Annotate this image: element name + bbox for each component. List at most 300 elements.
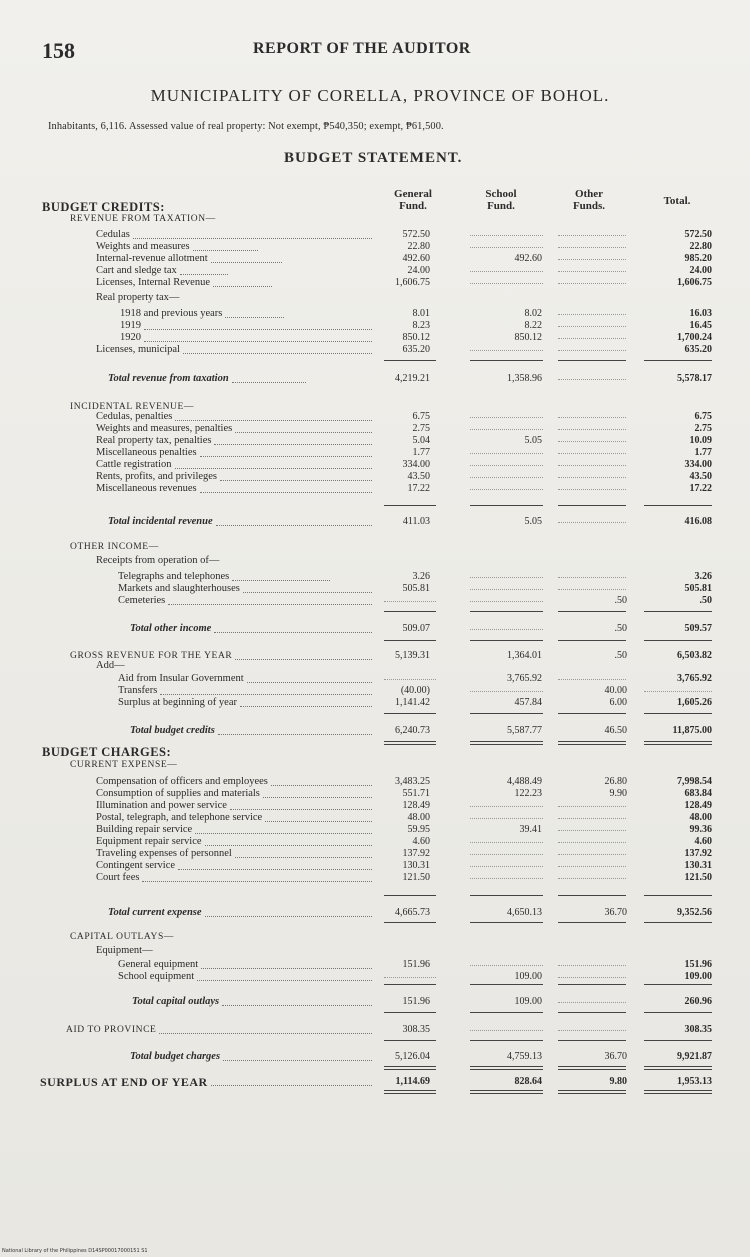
row-label: Building repair service (96, 824, 193, 835)
rule-line (558, 611, 626, 612)
cell-general: 130.31 (402, 860, 430, 871)
table-row-conting (0, 860, 750, 872)
leader-dots (225, 317, 284, 318)
empty-cell (470, 601, 543, 602)
empty-cell (558, 259, 626, 260)
cell-other: .50 (614, 595, 627, 606)
table-row-gen-eq (0, 959, 750, 971)
cell-general: 59.95 (407, 824, 430, 835)
leader-dots (205, 916, 372, 917)
cell-school: 5.05 (524, 435, 542, 446)
empty-cell (558, 1030, 626, 1031)
cell-other: 40.00 (604, 685, 627, 696)
cell-general: 137.92 (402, 848, 430, 859)
table-row-bldg (0, 824, 750, 836)
table-row-misc-pen (0, 447, 750, 459)
leader-dots (133, 238, 372, 239)
empty-cell (384, 977, 436, 978)
empty-cell (558, 441, 626, 442)
cell-general: 505.81 (402, 583, 430, 594)
empty-cell (558, 679, 626, 680)
cell-general: 24.00 (407, 265, 430, 276)
rule-line (384, 505, 436, 506)
cell-general: 4,665.73 (395, 907, 430, 918)
row-label: 1919 (120, 320, 141, 331)
cell-general: 3,483.25 (395, 776, 430, 787)
row-label: General equipment (118, 959, 199, 970)
empty-cell (558, 806, 626, 807)
cell-total: 43.50 (689, 471, 712, 482)
rule-line (384, 984, 436, 985)
empty-cell (558, 235, 626, 236)
table-row-rp-pen (0, 435, 750, 447)
row-label: Transfers (118, 685, 158, 696)
empty-cell (558, 453, 626, 454)
rule-line (644, 741, 712, 745)
cell-school: 122.23 (514, 788, 542, 799)
cell-total: 572.50 (684, 229, 712, 240)
cell-general: 635.20 (402, 344, 430, 355)
empty-cell (558, 465, 626, 466)
cell-school: 4,759.13 (507, 1051, 542, 1062)
cell-general: 128.49 (402, 800, 430, 811)
table-row-y1918 (0, 308, 750, 320)
cell-general: 411.03 (402, 516, 430, 527)
rule-line (558, 1040, 626, 1041)
cell-total: 3.26 (694, 571, 712, 582)
leader-dots (142, 881, 372, 882)
cell-other: 9.80 (609, 1076, 627, 1087)
leader-dots (160, 694, 372, 695)
rule-line (558, 1012, 626, 1013)
cell-general: 572.50 (402, 229, 430, 240)
rule-line (558, 640, 626, 641)
leader-dots (180, 274, 228, 275)
cell-school: 5.05 (524, 516, 542, 527)
cell-total: 2.75 (694, 423, 712, 434)
empty-cell (470, 818, 543, 819)
row-label: Total capital outlays (132, 996, 220, 1007)
table-row-y1919 (0, 320, 750, 332)
table-row-postal (0, 812, 750, 824)
subsection-revenue-taxation: REVENUE FROM TAXATION— (70, 214, 216, 224)
cell-school: 850.12 (514, 332, 542, 343)
table-row-tel (0, 571, 750, 583)
row-label: Cemeteries (118, 595, 166, 606)
cell-total: 683.84 (684, 788, 712, 799)
empty-cell (558, 429, 626, 430)
empty-cell (470, 247, 543, 248)
cell-general: 2.75 (412, 423, 430, 434)
empty-cell (470, 235, 543, 236)
table-row-aid (0, 673, 750, 685)
row-label: Cedulas, penalties (96, 411, 173, 422)
empty-cell (558, 577, 626, 578)
empty-cell (470, 271, 543, 272)
rule-line (644, 611, 712, 612)
rule-line (470, 640, 543, 641)
cell-other: 36.70 (604, 907, 627, 918)
subheading-receipts-operation: Receipts from operation of— (96, 555, 220, 566)
cell-total: 6,503.82 (677, 650, 712, 661)
leader-dots (168, 604, 372, 605)
empty-cell (558, 417, 626, 418)
empty-cell (558, 1002, 626, 1003)
rule-line (470, 360, 543, 361)
rule-line (384, 1040, 436, 1041)
empty-cell (470, 489, 543, 490)
leader-dots (205, 845, 372, 846)
rule-line (384, 741, 436, 745)
rule-line (470, 1040, 543, 1041)
table-row-transfers (0, 685, 750, 697)
row-label: Licenses, municipal (96, 344, 180, 355)
leader-dots (263, 797, 372, 798)
cell-general: 8.01 (412, 308, 430, 319)
cell-general: 151.96 (402, 959, 430, 970)
cell-total: 48.00 (689, 812, 712, 823)
empty-cell (558, 522, 626, 523)
row-label: Licenses, Internal Revenue (96, 277, 210, 288)
rule-line (384, 895, 436, 896)
table-row-tot-inc (0, 516, 750, 528)
cell-other: 9.90 (609, 788, 627, 799)
rule-line (470, 741, 543, 745)
table-row-tot-tax (0, 373, 750, 385)
leader-dots (193, 250, 258, 251)
cell-total: 505.81 (684, 583, 712, 594)
empty-cell (470, 1030, 543, 1031)
table-row-wm-pen (0, 423, 750, 435)
empty-cell (470, 350, 543, 351)
running-head: REPORT OF THE AUDITOR (253, 40, 471, 57)
cell-general: (40.00) (400, 685, 430, 696)
cell-general: 4.60 (412, 836, 430, 847)
leader-dots (175, 420, 372, 421)
leader-dots (195, 833, 372, 834)
leader-dots (235, 857, 372, 858)
table-row-equip-rep (0, 836, 750, 848)
row-label: Rents, profits, and privileges (96, 471, 218, 482)
cell-general: 492.60 (402, 253, 430, 264)
table-row-weights (0, 241, 750, 253)
row-label: Total budget credits (130, 725, 215, 736)
table-row-y1920 (0, 332, 750, 344)
cell-total: 1,605.26 (677, 697, 712, 708)
row-label: Real property tax, penalties (96, 435, 212, 446)
cell-total: 1,953.13 (677, 1076, 712, 1087)
table-row-cem (0, 595, 750, 607)
rule-line (644, 1090, 712, 1094)
empty-cell (558, 842, 626, 843)
subheading-add: Add— (96, 660, 125, 671)
rule-line (470, 611, 543, 612)
empty-cell (558, 854, 626, 855)
rule-line (470, 713, 543, 714)
leader-dots (200, 456, 372, 457)
leader-dots (214, 632, 372, 633)
empty-cell (558, 326, 626, 327)
table-row-aid-prov (0, 1024, 750, 1036)
rule-line (470, 922, 543, 923)
cell-general: 121.50 (402, 872, 430, 883)
table-row-illum (0, 800, 750, 812)
rule-line (558, 360, 626, 361)
row-label: AID TO PROVINCE (66, 1025, 157, 1035)
leader-dots (178, 869, 372, 870)
rule-line (384, 1066, 436, 1070)
rule-line (558, 1090, 626, 1094)
cell-total: .50 (699, 595, 712, 606)
rule-line (384, 360, 436, 361)
cell-general: 6.75 (412, 411, 430, 422)
row-label: Markets and slaughterhouses (118, 583, 240, 594)
empty-cell (470, 866, 543, 867)
cell-general: 3.26 (412, 571, 430, 582)
cell-total: 985.20 (684, 253, 712, 264)
cell-school: 8.22 (524, 320, 542, 331)
table-row-misc-rev (0, 483, 750, 495)
cell-general: 8.23 (412, 320, 430, 331)
cell-other: 6.00 (609, 697, 627, 708)
cell-general: 22.80 (407, 241, 430, 252)
subsection-current-expense: CURRENT EXPENSE— (70, 760, 178, 770)
cell-general: 17.22 (407, 483, 430, 494)
leader-dots (265, 821, 372, 822)
table-row-sch-eq (0, 971, 750, 983)
row-label: Miscellaneous penalties (96, 447, 197, 458)
rule-line (558, 505, 626, 506)
row-label: Contingent service (96, 860, 176, 871)
leader-dots (211, 262, 282, 263)
empty-cell (470, 453, 543, 454)
rule-line (470, 1012, 543, 1013)
empty-cell (558, 830, 626, 831)
row-label: 1920 (120, 332, 141, 343)
table-row-licmun (0, 344, 750, 356)
cell-school: 4,488.49 (507, 776, 542, 787)
cell-total: 260.96 (684, 996, 712, 1007)
cell-school: 1,358.96 (507, 373, 542, 384)
cell-general: 551.71 (402, 788, 430, 799)
leader-dots (218, 734, 372, 735)
cell-total: 16.03 (689, 308, 712, 319)
row-label: Traveling expenses of personnel (96, 848, 232, 859)
page-number: 158 (42, 38, 75, 63)
row-label: Internal-revenue allotment (96, 253, 208, 264)
table-row-cart (0, 265, 750, 277)
row-label: Postal, telegraph, and telephone service (96, 812, 263, 823)
rule-line (644, 984, 712, 985)
table-row-tot-cap (0, 996, 750, 1008)
empty-cell (470, 283, 543, 284)
empty-cell (384, 679, 436, 680)
cell-other: 36.70 (604, 1051, 627, 1062)
rule-line (470, 1066, 543, 1070)
empty-cell (558, 489, 626, 490)
rule-line (558, 713, 626, 714)
table-row-cons (0, 788, 750, 800)
empty-cell (470, 691, 543, 692)
rule-line (384, 922, 436, 923)
empty-cell (470, 589, 543, 590)
empty-cell (558, 271, 626, 272)
rule-line (558, 922, 626, 923)
cell-general: 43.50 (407, 471, 430, 482)
statement-title: BUDGET STATEMENT. (284, 150, 463, 166)
cell-total: 17.22 (689, 483, 712, 494)
empty-cell (558, 977, 626, 978)
rule-line (384, 1012, 436, 1013)
empty-cell (558, 350, 626, 351)
empty-cell (470, 577, 543, 578)
cell-general: 1,114.69 (395, 1076, 430, 1087)
leader-dots (216, 525, 372, 526)
row-label: Illumination and power service (96, 800, 227, 811)
empty-cell (470, 878, 543, 879)
rule-line (644, 640, 712, 641)
cell-total: 334.00 (684, 459, 712, 470)
leader-dots (214, 444, 372, 445)
rule-line (558, 741, 626, 745)
leader-dots (223, 1060, 372, 1061)
cell-total: 130.31 (684, 860, 712, 871)
cell-general: 5.04 (412, 435, 430, 446)
table-row-rents (0, 471, 750, 483)
empty-cell (558, 283, 626, 284)
subsection-other-income: OTHER INCOME— (70, 542, 159, 552)
cell-total: 22.80 (689, 241, 712, 252)
cell-general: 308.35 (402, 1024, 430, 1035)
leader-dots (211, 1085, 372, 1086)
rule-line (470, 895, 543, 896)
rule-line (644, 713, 712, 714)
row-label: Court fees (96, 872, 140, 883)
inhabitants-line: Inhabitants, 6,116. Assessed value of real property: Not exempt, ₱540,350; exempt, ₱61,500. (48, 121, 444, 132)
subsection-capital-outlays: CAPITAL OUTLAYS— (70, 932, 174, 942)
col-header-general: General Fund. (394, 188, 432, 212)
cell-general: 509.07 (402, 623, 430, 634)
cell-school: 39.41 (519, 824, 542, 835)
cell-general: 334.00 (402, 459, 430, 470)
table-row-mkt (0, 583, 750, 595)
rule-line (470, 1090, 543, 1094)
leader-dots (240, 706, 372, 707)
col-header-other: Other Funds. (572, 188, 606, 212)
cell-school: 457.84 (514, 697, 542, 708)
rule-line (644, 1012, 712, 1013)
leader-dots (232, 580, 330, 581)
leader-dots (144, 329, 372, 330)
table-row-cedulas (0, 229, 750, 241)
empty-cell (558, 878, 626, 879)
empty-cell (470, 854, 543, 855)
row-label: School equipment (118, 971, 195, 982)
row-label: Total revenue from taxation (108, 373, 229, 384)
leader-dots (213, 286, 272, 287)
empty-cell (470, 842, 543, 843)
empty-cell (470, 806, 543, 807)
empty-cell (470, 417, 543, 418)
table-row-cattle (0, 459, 750, 471)
cell-total: 137.92 (684, 848, 712, 859)
leader-dots (232, 382, 306, 383)
cell-total: 9,921.87 (677, 1051, 712, 1062)
cell-general: 5,139.31 (395, 650, 430, 661)
cell-school: 109.00 (514, 971, 542, 982)
cell-school: 3,765.92 (507, 673, 542, 684)
cell-total: 99.36 (689, 824, 712, 835)
rule-line (644, 895, 712, 896)
cell-total: 128.49 (684, 800, 712, 811)
cell-total: 121.50 (684, 872, 712, 883)
cell-total: 7,998.54 (677, 776, 712, 787)
cell-general: 1,606.75 (395, 277, 430, 288)
row-label: Cart and sledge tax (96, 265, 177, 276)
row-label: Weights and measures (96, 241, 190, 252)
cell-other: .50 (614, 623, 627, 634)
cell-total: 4.60 (694, 836, 712, 847)
leader-dots (159, 1033, 372, 1034)
leader-dots (200, 492, 372, 493)
cell-total: 509.57 (684, 623, 712, 634)
subheading-real-property-tax: Real property tax— (96, 292, 180, 303)
cell-other: .50 (614, 650, 627, 661)
col-header-school: School Fund. (485, 188, 517, 212)
col-header-total: Total. (663, 195, 691, 207)
cell-total: 24.00 (689, 265, 712, 276)
rule-line (384, 640, 436, 641)
leader-dots (197, 980, 372, 981)
row-label: Aid from Insular Government (118, 673, 244, 684)
empty-cell (644, 691, 712, 692)
rule-line (644, 1040, 712, 1041)
table-row-comp (0, 776, 750, 788)
row-label: Weights and measures, penalties (96, 423, 233, 434)
cell-school: 1,364.01 (507, 650, 542, 661)
cell-total: 3,765.92 (677, 673, 712, 684)
empty-cell (558, 866, 626, 867)
section-budget-credits: BUDGET CREDITS: (42, 200, 165, 214)
table-row-licir (0, 277, 750, 289)
rule-line (470, 984, 543, 985)
empty-cell (470, 429, 543, 430)
cell-total: 9,352.56 (677, 907, 712, 918)
leader-dots (183, 353, 372, 354)
cell-school: 4,650.13 (507, 907, 542, 918)
rule-line (558, 1066, 626, 1070)
leader-dots (144, 341, 372, 342)
rule-line (384, 1090, 436, 1094)
cell-total: 109.00 (684, 971, 712, 982)
row-label: Compensation of officers and employees (96, 776, 268, 787)
rule-line (558, 895, 626, 896)
empty-cell (558, 965, 626, 966)
row-label: Telegraphs and telephones (118, 571, 230, 582)
table-row-court (0, 872, 750, 884)
row-label: Consumption of supplies and materials (96, 788, 260, 799)
cell-total: 1,700.24 (677, 332, 712, 343)
cell-total: 10.09 (689, 435, 712, 446)
cell-school: 492.60 (514, 253, 542, 264)
table-row-tot-cred (0, 725, 750, 737)
leader-dots (230, 809, 372, 810)
row-label: Cattle registration (96, 459, 172, 470)
row-label: SURPLUS AT END OF YEAR (40, 1075, 208, 1089)
leader-dots (271, 785, 372, 786)
cell-general: 151.96 (402, 996, 430, 1007)
library-footer: National Library of the Philippines D14SP00017000151 S1 (2, 1248, 148, 1254)
